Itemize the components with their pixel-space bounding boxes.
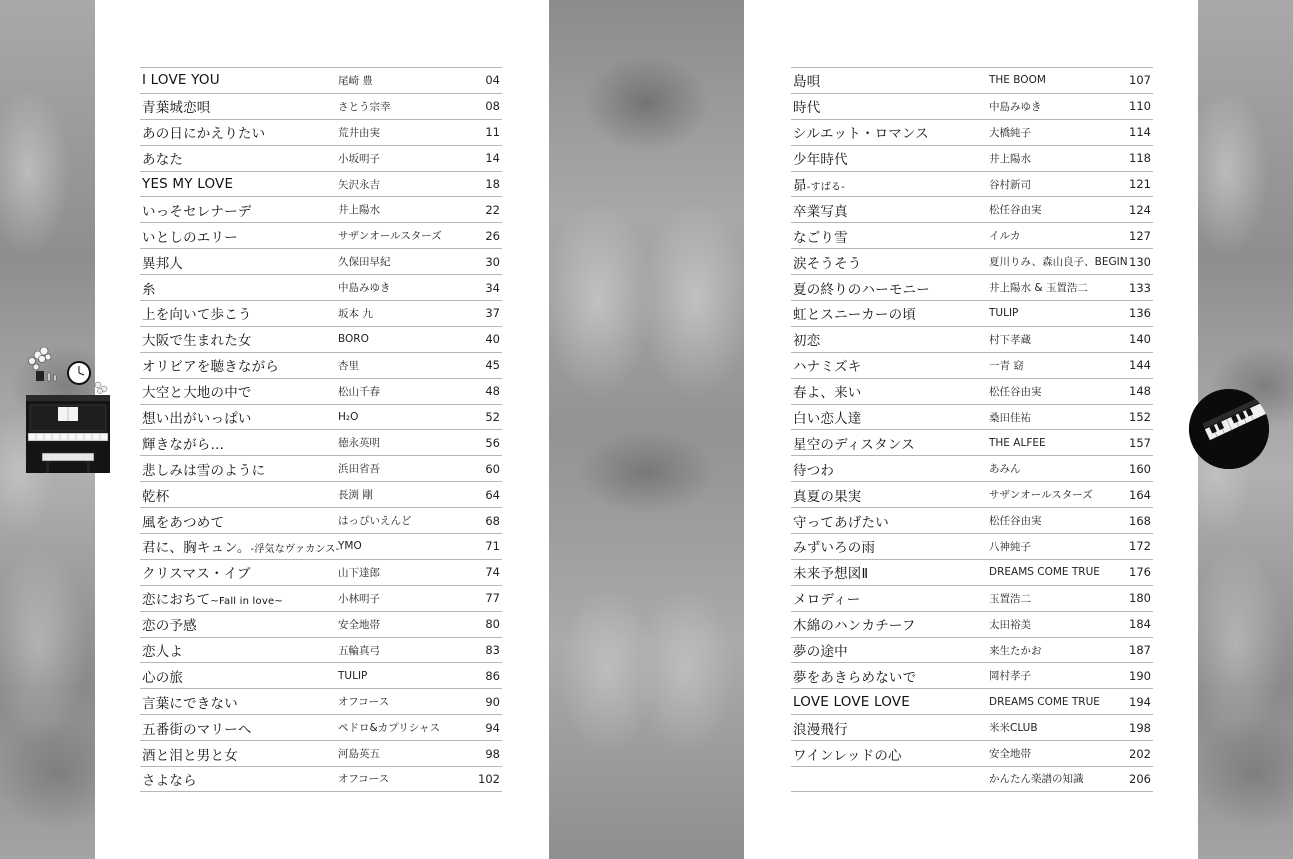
toc-row[interactable] bbox=[140, 326, 502, 352]
artist-name: かんたん楽譜の知識 bbox=[989, 773, 1084, 786]
artist-name: あみん bbox=[989, 463, 1021, 476]
song-title: 糸 bbox=[142, 281, 156, 298]
toc-row[interactable] bbox=[140, 533, 502, 559]
song-title: 五番街のマリーへ bbox=[142, 721, 252, 738]
page-number: 148 bbox=[1129, 384, 1151, 399]
artist-name: 谷村新司 bbox=[989, 178, 1031, 191]
artist-name: 五輪真弓 bbox=[338, 644, 380, 657]
toc-row[interactable] bbox=[791, 352, 1153, 378]
song-title: あの日にかえりたい bbox=[142, 126, 266, 143]
page-number: 45 bbox=[485, 358, 500, 373]
toc-row[interactable] bbox=[791, 248, 1153, 274]
page-number: 187 bbox=[1129, 643, 1151, 658]
page-number: 168 bbox=[1129, 513, 1151, 528]
artist-name: 松任谷由実 bbox=[989, 515, 1042, 528]
song-title: LOVE LOVE LOVE bbox=[793, 693, 910, 710]
artist-name: 杏里 bbox=[338, 359, 359, 372]
toc-row[interactable] bbox=[140, 481, 502, 507]
artist-name: 村下孝蔵 bbox=[989, 333, 1031, 346]
toc-row[interactable] bbox=[140, 585, 502, 611]
song-title: オリビアを聴きながら bbox=[142, 359, 279, 376]
toc-row[interactable] bbox=[140, 300, 502, 326]
artist-name: 井上陽水 bbox=[989, 152, 1031, 165]
song-title: いとしのエリー bbox=[142, 229, 238, 246]
toc-row[interactable] bbox=[140, 611, 502, 637]
toc-row[interactable] bbox=[791, 274, 1153, 300]
toc-row[interactable] bbox=[791, 145, 1153, 171]
song-title: ワインレッドの心 bbox=[793, 747, 902, 764]
toc-row[interactable] bbox=[791, 378, 1153, 404]
song-title: みずいろの雨 bbox=[793, 540, 876, 557]
artist-name: オフコース bbox=[338, 696, 390, 709]
artist-name: 矢沢永吉 bbox=[338, 178, 380, 191]
toc-row[interactable] bbox=[140, 714, 502, 740]
song-title: 恋におちて~Fall in love~ bbox=[142, 592, 283, 609]
song-title: 昴-すばる- bbox=[793, 178, 845, 194]
song-title: 浪漫飛行 bbox=[793, 721, 848, 738]
song-title: ハナミズキ bbox=[793, 359, 862, 376]
artist-name: 玉置浩二 bbox=[989, 592, 1031, 605]
song-title: メロディー bbox=[793, 592, 861, 609]
artist-name: 長渕 剛 bbox=[338, 489, 373, 502]
song-title: 心の旅 bbox=[142, 669, 184, 686]
page-number: 127 bbox=[1129, 228, 1151, 243]
toc-row[interactable] bbox=[140, 455, 502, 481]
page-number: 40 bbox=[485, 332, 500, 347]
page-number: 160 bbox=[1129, 461, 1151, 476]
page-number: 107 bbox=[1129, 73, 1151, 88]
piano-keys-photo-disc bbox=[1189, 389, 1269, 469]
song-title: 虹とスニーカーの頃 bbox=[793, 307, 917, 324]
toc-row[interactable] bbox=[791, 766, 1153, 792]
song-title: 輝きながら… bbox=[142, 436, 225, 453]
artist-name: 夏川りみ、森山良子、BEGIN bbox=[989, 256, 1128, 269]
page-number: 136 bbox=[1129, 306, 1151, 321]
artist-name: 中島みゆき bbox=[989, 100, 1042, 113]
song-title: 大阪で生まれた女 bbox=[142, 333, 252, 350]
page-number: 140 bbox=[1129, 332, 1151, 347]
page-number: 102 bbox=[478, 771, 500, 786]
toc-row[interactable] bbox=[791, 222, 1153, 248]
right-toc-list bbox=[791, 67, 1153, 792]
right-page bbox=[744, 0, 1198, 859]
toc-row[interactable] bbox=[140, 274, 502, 300]
artist-name: YMO bbox=[338, 540, 362, 553]
page-number: 176 bbox=[1129, 565, 1151, 580]
song-title: 時代 bbox=[793, 100, 821, 117]
song-subtitle: -浮気なヴァカンス- bbox=[250, 544, 340, 556]
toc-row[interactable] bbox=[140, 352, 502, 378]
artist-name: 来生たかお bbox=[989, 644, 1042, 657]
page-number: 198 bbox=[1129, 720, 1151, 735]
artist-name: ペドロ&カプリシャス bbox=[338, 722, 441, 735]
song-title: 想い出がいっぱい bbox=[142, 411, 252, 428]
page-number: 26 bbox=[485, 228, 500, 243]
toc-row[interactable] bbox=[791, 533, 1153, 559]
piano-keys-icon bbox=[1189, 389, 1269, 469]
song-title: 異邦人 bbox=[142, 255, 184, 272]
song-title: 真夏の果実 bbox=[793, 488, 862, 505]
page-number: 110 bbox=[1129, 99, 1151, 114]
artist-name: 中島みゆき bbox=[338, 282, 391, 295]
toc-row[interactable] bbox=[791, 688, 1153, 714]
artist-name: 徳永英明 bbox=[338, 437, 380, 450]
page-number: 184 bbox=[1129, 617, 1151, 632]
page-number: 90 bbox=[485, 694, 500, 709]
song-subtitle: ~Fall in love~ bbox=[210, 596, 283, 608]
song-title: 待つわ bbox=[793, 462, 835, 479]
page-number: 30 bbox=[485, 254, 500, 269]
song-title: あなた bbox=[142, 152, 184, 169]
song-title: 未来予想図Ⅱ bbox=[793, 566, 869, 583]
toc-row[interactable] bbox=[140, 429, 502, 455]
page-number: 77 bbox=[485, 591, 500, 606]
artist-name: BORO bbox=[338, 333, 369, 346]
left-page bbox=[95, 0, 549, 859]
page-number: 64 bbox=[485, 487, 500, 502]
page-number: 98 bbox=[485, 746, 500, 761]
page-number: 08 bbox=[485, 99, 500, 114]
song-title: いっそセレナーデ bbox=[142, 203, 252, 220]
artist-name: 山下達郎 bbox=[338, 566, 380, 579]
page-number: 18 bbox=[485, 177, 500, 191]
artist-name: はっぴいえんど bbox=[338, 515, 412, 528]
piano-illustration-icon bbox=[24, 345, 112, 475]
song-title: 守ってあげたい bbox=[793, 514, 889, 531]
toc-row[interactable] bbox=[140, 145, 502, 171]
toc-row[interactable] bbox=[791, 611, 1153, 637]
toc-row[interactable] bbox=[140, 248, 502, 274]
song-title: 酒と泪と男と女 bbox=[142, 747, 238, 764]
song-title: 悲しみは雪のように bbox=[142, 462, 266, 479]
artist-name: サザンオールスターズ bbox=[338, 230, 442, 243]
song-title: I LOVE YOU bbox=[142, 72, 220, 89]
artist-name: 井上陽水 bbox=[338, 204, 380, 217]
song-title: さよなら bbox=[142, 772, 197, 789]
page-number: 86 bbox=[485, 668, 500, 683]
page-number: 52 bbox=[485, 410, 500, 425]
artist-name: 桑田佳祐 bbox=[989, 411, 1031, 424]
artist-name: THE ALFEE bbox=[989, 436, 1046, 449]
toc-row[interactable] bbox=[140, 688, 502, 714]
toc-row[interactable] bbox=[791, 429, 1153, 455]
toc-row[interactable] bbox=[140, 740, 502, 766]
song-title: 星空のディスタンス bbox=[793, 436, 915, 453]
page-number: 144 bbox=[1129, 358, 1151, 373]
toc-row[interactable] bbox=[140, 637, 502, 663]
page-number: 71 bbox=[485, 539, 500, 554]
artist-name: 坂本 九 bbox=[338, 307, 373, 320]
page-number: 74 bbox=[485, 565, 500, 580]
toc-row[interactable] bbox=[140, 766, 502, 792]
toc-row[interactable] bbox=[140, 662, 502, 688]
page-number: 11 bbox=[485, 125, 500, 140]
song-title: 言葉にできない bbox=[142, 695, 238, 712]
toc-row[interactable] bbox=[140, 507, 502, 533]
song-title: 木綿のハンカチーフ bbox=[793, 618, 916, 635]
song-title: 少年時代 bbox=[793, 152, 848, 169]
toc-row[interactable] bbox=[791, 119, 1153, 145]
page-number: 124 bbox=[1129, 202, 1151, 217]
song-title: 初恋 bbox=[793, 333, 821, 350]
artist-name: 松任谷由実 bbox=[989, 385, 1042, 398]
toc-row[interactable] bbox=[140, 196, 502, 222]
song-title: 青葉城恋唄 bbox=[142, 100, 211, 117]
song-title: 涙そうそう bbox=[793, 255, 862, 272]
page-number: 172 bbox=[1129, 539, 1151, 554]
song-title: 恋の予感 bbox=[142, 618, 197, 635]
page-number: 118 bbox=[1129, 151, 1151, 166]
toc-row[interactable] bbox=[791, 326, 1153, 352]
toc-row[interactable] bbox=[791, 662, 1153, 688]
toc-row[interactable] bbox=[140, 119, 502, 145]
toc-row[interactable] bbox=[791, 455, 1153, 481]
artist-name: 大橋純子 bbox=[989, 126, 1031, 139]
page-number: 68 bbox=[485, 513, 500, 528]
page-number: 206 bbox=[1129, 771, 1151, 786]
page-number: 14 bbox=[485, 151, 500, 166]
toc-row[interactable] bbox=[791, 481, 1153, 507]
artist-name: 安全地帯 bbox=[338, 618, 380, 631]
toc-row[interactable] bbox=[140, 93, 502, 119]
song-title: 春よ、来い bbox=[793, 385, 862, 402]
page-number: 190 bbox=[1129, 668, 1151, 683]
artist-name: 安全地帯 bbox=[989, 748, 1031, 761]
song-title: 夢の途中 bbox=[793, 644, 848, 661]
song-title: 上を向いて歩こう bbox=[142, 307, 252, 324]
song-title: 夏の終りのハーモニー bbox=[793, 281, 930, 298]
artist-name: TULIP bbox=[989, 307, 1019, 320]
page-number: 83 bbox=[485, 643, 500, 658]
toc-row[interactable] bbox=[140, 559, 502, 585]
toc-row[interactable] bbox=[791, 507, 1153, 533]
artist-name: 八神純子 bbox=[989, 540, 1031, 553]
page-number: 152 bbox=[1129, 410, 1151, 425]
artist-name: DREAMS COME TRUE bbox=[989, 566, 1100, 579]
page-number: 194 bbox=[1129, 694, 1151, 709]
page-number: 34 bbox=[485, 280, 500, 295]
toc-row[interactable] bbox=[140, 67, 502, 93]
page-number: 180 bbox=[1129, 591, 1151, 606]
toc-row[interactable] bbox=[791, 714, 1153, 740]
song-title: シルエット・ロマンス bbox=[793, 126, 929, 143]
song-title: 島唄 bbox=[793, 74, 821, 91]
toc-row[interactable] bbox=[791, 637, 1153, 663]
page-number: 157 bbox=[1129, 435, 1151, 450]
toc-row[interactable] bbox=[140, 378, 502, 404]
artist-name: サザンオールスターズ bbox=[989, 489, 1093, 502]
artist-name: 松山千春 bbox=[338, 385, 380, 398]
page-number: 114 bbox=[1129, 125, 1151, 140]
song-title: 恋人よ bbox=[142, 644, 184, 661]
song-title: 白い恋人達 bbox=[793, 411, 862, 428]
song-title: なごり雪 bbox=[793, 229, 848, 246]
page-number: 202 bbox=[1129, 746, 1151, 761]
page-number: 94 bbox=[485, 720, 500, 735]
toc-row[interactable] bbox=[791, 171, 1153, 197]
page-number: 48 bbox=[485, 384, 500, 399]
toc-row[interactable] bbox=[140, 222, 502, 248]
artist-name: 河島英五 bbox=[338, 748, 380, 761]
toc-row[interactable] bbox=[791, 404, 1153, 430]
page-number: 22 bbox=[485, 202, 500, 217]
toc-row[interactable] bbox=[791, 559, 1153, 585]
song-title: 風をあつめて bbox=[142, 514, 225, 531]
center-marble-gutter bbox=[549, 0, 744, 859]
page-number: 130 bbox=[1129, 254, 1151, 269]
artist-name: 尾崎 豊 bbox=[338, 74, 373, 87]
toc-row[interactable] bbox=[791, 740, 1153, 766]
song-title: 乾杯 bbox=[142, 488, 170, 505]
song-title: 君に、胸キュン。-浮気なヴァカンス- bbox=[142, 540, 340, 557]
artist-name: 浜田省吾 bbox=[338, 463, 380, 476]
artist-name: 荒井由実 bbox=[338, 126, 380, 139]
song-title: 大空と大地の中で bbox=[142, 385, 252, 402]
artist-name: TULIP bbox=[338, 669, 368, 682]
toc-row[interactable] bbox=[140, 404, 502, 430]
artist-name: イルカ bbox=[989, 230, 1021, 243]
song-title: 夢をあきらめないで bbox=[793, 669, 917, 686]
artist-name: 井上陽水 & 玉置浩二 bbox=[989, 282, 1088, 295]
toc-row[interactable] bbox=[791, 196, 1153, 222]
toc-row[interactable] bbox=[140, 171, 502, 197]
artist-name: 一青 窈 bbox=[989, 359, 1024, 372]
song-title: クリスマス・イブ bbox=[142, 566, 251, 583]
toc-row[interactable] bbox=[791, 300, 1153, 326]
toc-row[interactable] bbox=[791, 585, 1153, 611]
artist-name: オフコース bbox=[338, 773, 390, 786]
page-number: 37 bbox=[485, 306, 500, 321]
artist-name: THE BOOM bbox=[989, 74, 1046, 87]
artist-name: 松任谷由実 bbox=[989, 204, 1042, 217]
artist-name: 久保田早紀 bbox=[338, 256, 391, 269]
artist-name: 岡村孝子 bbox=[989, 670, 1031, 683]
page-number: 60 bbox=[485, 461, 500, 476]
page-number: 121 bbox=[1129, 177, 1151, 191]
song-title: YES MY LOVE bbox=[142, 176, 234, 192]
artist-name: 小坂明子 bbox=[338, 152, 380, 165]
page-number: 133 bbox=[1129, 280, 1151, 295]
artist-name: DREAMS COME TRUE bbox=[989, 695, 1100, 708]
song-subtitle: -すばる- bbox=[806, 182, 845, 193]
page-number: 04 bbox=[485, 73, 500, 88]
artist-name: 太田裕美 bbox=[989, 618, 1031, 631]
artist-name: 米米CLUB bbox=[989, 722, 1038, 735]
song-title: 卒業写真 bbox=[793, 203, 848, 220]
page-number: 56 bbox=[485, 435, 500, 450]
toc-row[interactable] bbox=[791, 67, 1153, 93]
artist-name: さとう宗幸 bbox=[338, 100, 391, 113]
toc-row[interactable] bbox=[791, 93, 1153, 119]
artist-name: H₂O bbox=[338, 411, 359, 424]
page-number: 164 bbox=[1129, 487, 1151, 502]
page-number: 80 bbox=[485, 617, 500, 632]
artist-name: 小林明子 bbox=[338, 592, 380, 605]
left-toc-list bbox=[140, 67, 502, 792]
